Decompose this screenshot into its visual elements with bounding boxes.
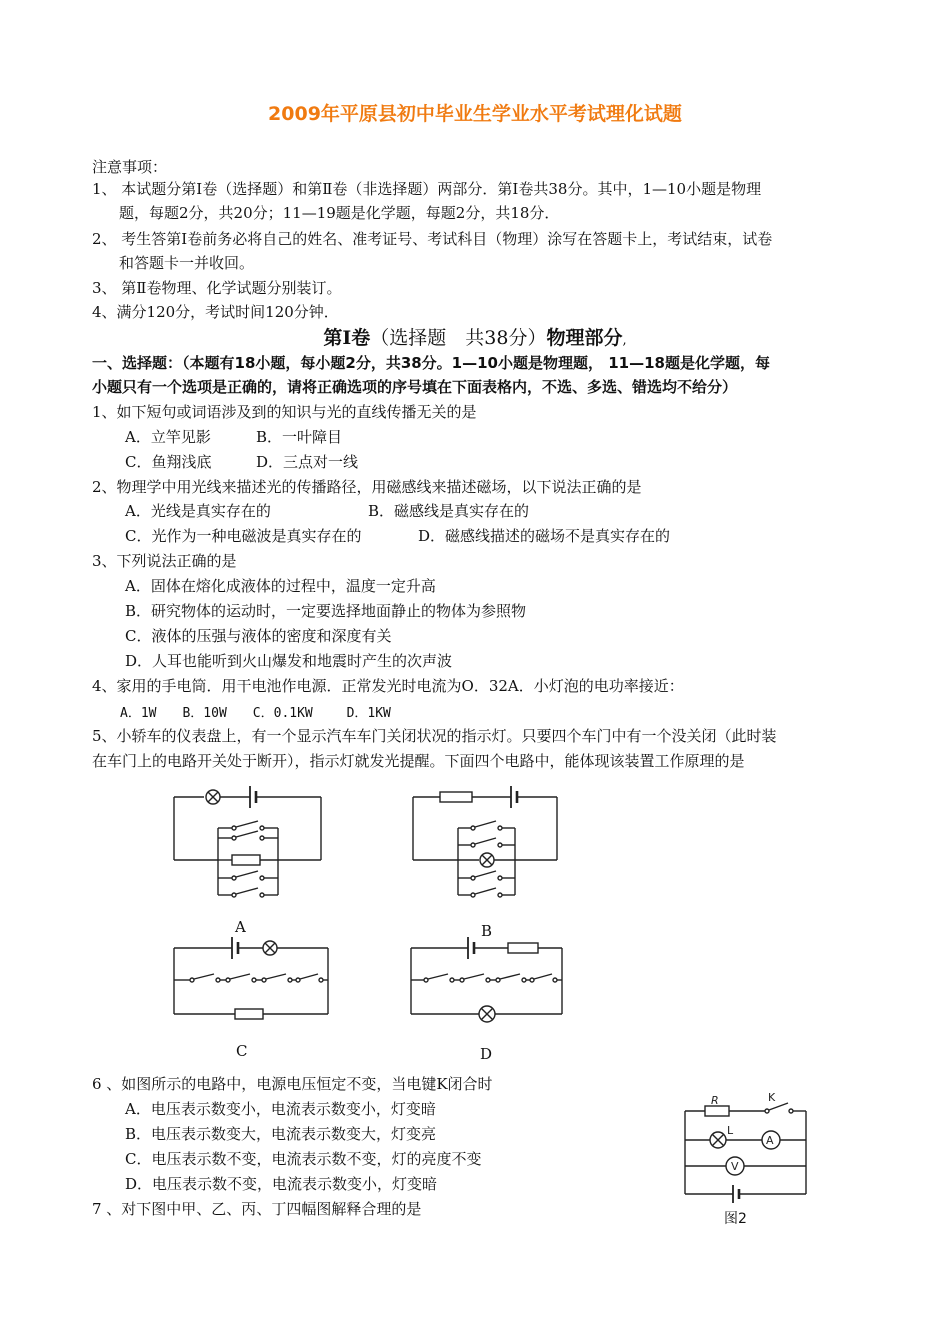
circuit-d-label: D — [480, 1045, 493, 1063]
q3-option-d: D．人耳也能听到火山爆发和地震时产生的次声波 — [125, 652, 453, 670]
q2-option-d: D．磁感线描述的磁场不是真实存在的 — [418, 527, 671, 545]
q2-option-c: C．光作为一种电磁波是真实存在的 — [125, 527, 362, 545]
section-mid: （选择题 共38分） — [370, 327, 547, 349]
q3-stem: 3、下列说法正确的是 — [92, 552, 237, 570]
fig2-l-label: L — [727, 1124, 734, 1137]
q5-stem-1: 5、小轿车的仪表盘上，有一个显示汽车车门关闭状况的指示灯。只要四个车门中有一个没关闭（此时装 — [92, 727, 777, 745]
exam-title: 2009年平原县初中毕业生学业水平考试理化试题 — [268, 103, 682, 125]
section-pre: 第Ⅰ卷 — [323, 327, 371, 349]
q1-option-d: D．三点对一线 — [256, 453, 359, 471]
note-1-cont: 题，每题2分，共20分；11—19题是化学题，每题2分，共18分． — [119, 204, 560, 222]
q1-stem: 1、如下短句或词语涉及到的知识与光的直线传播无关的是 — [92, 403, 477, 421]
circuit-c-label: C — [236, 1042, 248, 1060]
q5-stem-2: 在车门上的电路开关处于断开），指示灯就发光提醒。下面四个电路中，能体现该装置工作原理的是 — [92, 752, 745, 770]
notes-heading: 注意事项： — [92, 158, 168, 176]
circuit-b-label: B — [481, 922, 493, 940]
section-post: 物理部分 — [546, 327, 623, 349]
note-4: 4、满分120分，考试时间120分钟． — [92, 303, 339, 321]
q6-option-c: C．电压表示数不变，电流表示数不变，灯的亮度不变 — [125, 1150, 482, 1168]
note-1: 1、 本试题分第Ⅰ卷（选择题）和第Ⅱ卷（非选择题）两部分．第Ⅰ卷共38分。其中，1—10小题是物理 — [92, 180, 762, 198]
q2-stem: 2、物理学中用光线来描述光的传播路径，用磁感线来描述磁场，以下说法正确的是 — [92, 478, 642, 496]
q3-option-c: C．液体的压强与液体的密度和深度有关 — [125, 627, 392, 645]
part1-line2: 小题只有一个选项是正确的，请将正确选项的序号填在下面表格内，不选、多选、错选均不给分） — [92, 378, 738, 396]
q2-option-b: B．磁感线是真实存在的 — [368, 502, 530, 520]
fig2-r-label: R — [711, 1094, 719, 1107]
q4-stem: 4、家用的手电筒．用干电池作电源．正常发光时电流为O．32A．小灯泡的电功率接近： — [92, 677, 684, 695]
q4-options: A．1W B．10W C．0.1KW D．1KW — [120, 706, 391, 721]
q3-option-b: B．研究物体的运动时，一定要选择地面静止的物体为参照物 — [125, 602, 527, 620]
q1-option-c: C．鱼翔浅底 — [125, 453, 212, 471]
fig2-voltmeter-label: V — [731, 1160, 739, 1173]
note-2: 2、 考生答第Ⅰ卷前务必将自己的姓名、准考证号、考试科目（物理）涂写在答题卡上，考试结束，试卷 — [92, 230, 773, 248]
fig2-k-label: K — [768, 1091, 776, 1104]
q6-stem: 6 、如图所示的电路中，电源电压恒定不变，当电键K闭合时 — [92, 1075, 493, 1093]
section-mark: , — [622, 333, 627, 348]
q6-option-d: D．电压表示数不变，电流表示数变小，灯变暗 — [125, 1175, 438, 1193]
q1-option-a: A．立竿见影 — [125, 428, 211, 446]
q6-option-a: A．电压表示数变小，电流表示数变小，灯变暗 — [125, 1100, 436, 1118]
figure-2-caption: 图2 — [724, 1211, 747, 1227]
q6-option-b: B．电压表示数变大，电流表示数变大，灯变亮 — [125, 1125, 437, 1143]
circuit-a-label: A — [235, 918, 246, 936]
note-3: 3、 第Ⅱ卷物理、化学试题分别装订。 — [92, 279, 342, 297]
part1-line1: 一、选择题：（本题有18小题，每小题2分，共38分。1—10小题是物理题， 11—18题是化学题，每 — [92, 354, 770, 372]
fig2-ammeter-label: A — [766, 1134, 774, 1147]
note-2-cont: 和答题卡一并收回。 — [119, 254, 255, 272]
q1-option-b: B．一叶障目 — [256, 428, 343, 446]
q7-stem: 7 、对下图中甲、乙、丙、丁四幅图解释合理的是 — [92, 1200, 422, 1218]
q3-option-a: A．固体在熔化成液体的过程中，温度一定升高 — [125, 577, 436, 595]
q2-option-a: A．光线是真实存在的 — [125, 502, 271, 520]
